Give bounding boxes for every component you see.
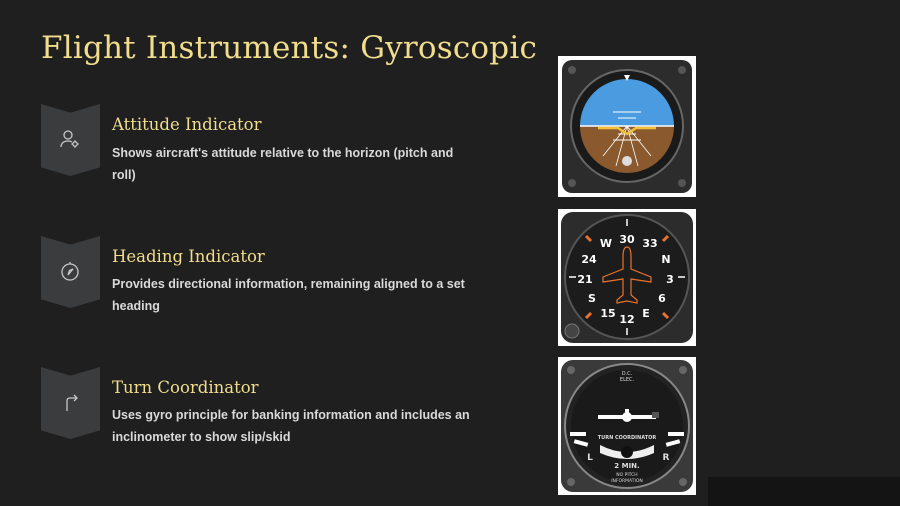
heading-indicator-heading: Heading Indicator [112, 247, 265, 266]
heading-icon-badge [41, 236, 100, 308]
dial-label-33: 33 [642, 237, 658, 250]
heading-indicator-description: Provides directional information, remaining aligned to a set heading [112, 277, 465, 313]
no-pitch-label: NO PITCH [616, 473, 638, 478]
dial-label-30: 30 [619, 233, 635, 246]
turn-coordinator-heading: Turn Coordinator [112, 378, 259, 397]
dial-label-s: S [588, 292, 596, 305]
dc-label: D.C. [621, 371, 633, 377]
right-label: R [662, 453, 670, 463]
left-label: L [587, 453, 593, 463]
attitude-indicator-heading: Attitude Indicator [112, 115, 262, 134]
elec-label: ELEC. [619, 377, 635, 383]
dial-label-3: 3 [666, 273, 674, 286]
dial-label-15: 15 [600, 307, 616, 320]
dial-label-6: 6 [658, 292, 666, 305]
dial-label-w: W [599, 237, 613, 250]
turn-coordinator-label: TURN COORDINATOR [597, 435, 657, 441]
turn-arrow-icon [59, 391, 81, 413]
turn-icon-badge [41, 367, 100, 439]
heading-indicator-image [558, 209, 696, 346]
dial-label-24: 24 [581, 253, 597, 266]
compass-icon [59, 260, 81, 282]
information-label: INFORMATION [611, 479, 643, 484]
dial-label-21: 21 [577, 273, 593, 286]
dial-label-e: E [642, 307, 650, 320]
turn-coordinator-image [558, 357, 696, 495]
page-title: Flight Instruments: Gyroscopic [41, 30, 538, 66]
attitude-indicator-description: Shows aircraft's attitude relative to the horizon (pitch and roll) [112, 146, 454, 182]
two-min-label: 2 MIN. [614, 462, 640, 470]
dial-label-12: 12 [619, 313, 635, 326]
bottom-overlay-strip [708, 477, 900, 506]
user-settings-icon [59, 128, 81, 150]
attitude-indicator-image [558, 56, 696, 197]
turn-coordinator-description: Uses gyro principle for banking information and includes an inclinometer to show slip/skid [112, 408, 470, 444]
dial-label-n: N [661, 253, 671, 266]
attitude-icon-badge [41, 104, 100, 176]
